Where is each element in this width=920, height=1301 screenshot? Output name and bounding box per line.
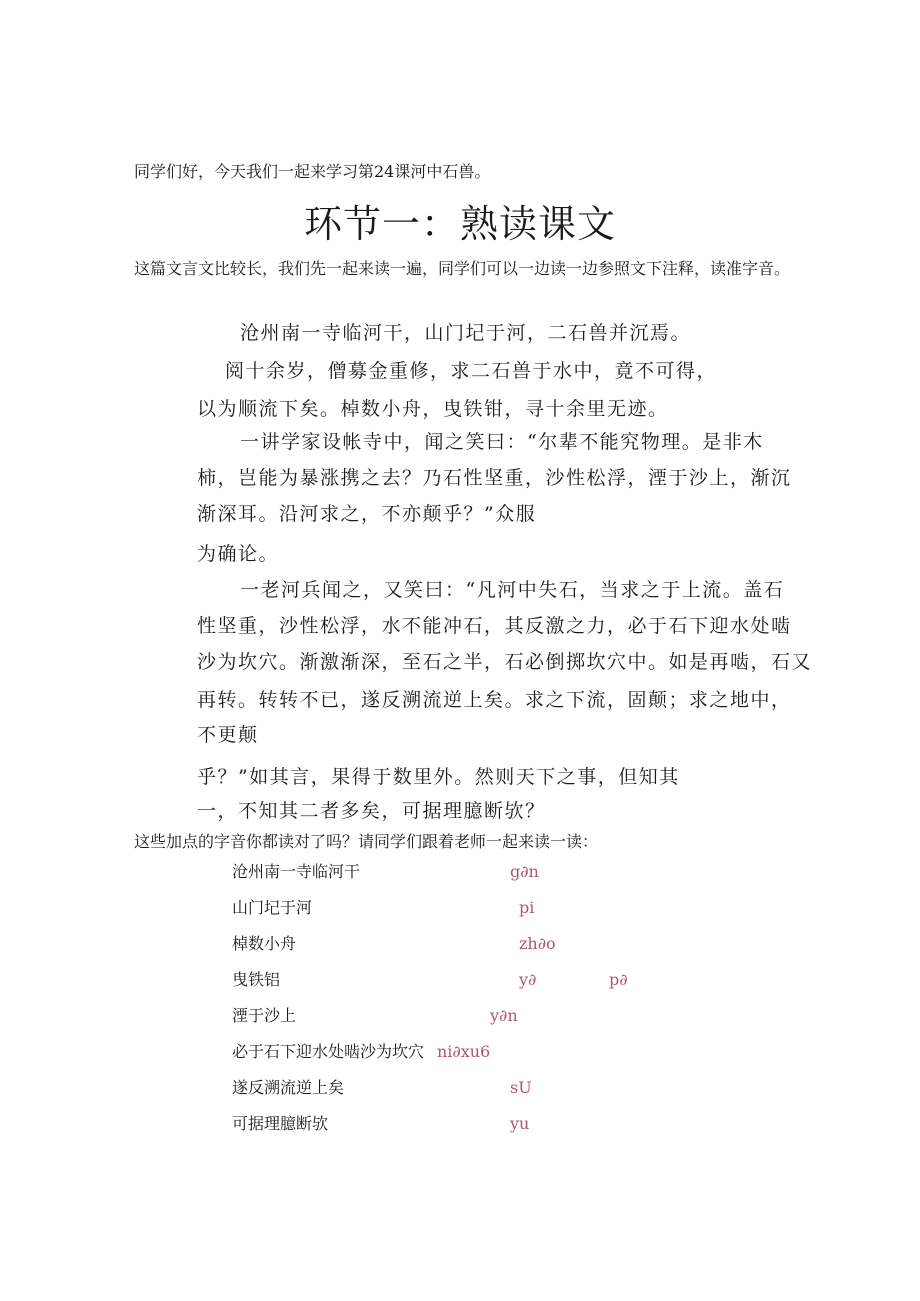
pinyin-label: sU — [510, 1078, 532, 1097]
instruction-text: 这篇文言文比较长，我们先一起来读一遍，同学们可以一边读一边参照文下注释，读准字音。 — [134, 259, 791, 278]
passage-line: 一老河兵闻之，又笑曰：“凡河中失石，当求之于上流。盖石 — [240, 579, 785, 601]
phrase-item: 山门圮于河 — [232, 898, 313, 917]
passage-line: 一，不知其二者多矣，可据理臆断欤？ — [197, 800, 546, 822]
passage-line: 沙为坎穴。渐激渐深，至石之半，石必倒掷坎穴中。如是再啮，石又 — [197, 651, 813, 673]
phrase-item: 沧州南一寺临河干 — [232, 862, 361, 881]
intro-text: 同学们好，今天我们一起来学习第24课河中石兽。 — [134, 162, 491, 181]
pronunciation-prompt: 这些加点的字音你都读对了吗？请同学们跟着老师一起来读一读： — [134, 832, 599, 851]
passage-line: 再转。转转不已，遂反溯流逆上矣。求之下流，固颠；求之地中， — [197, 689, 792, 711]
passage-line: 沧州南一寺临河干，山门圮于河，二石兽并沉焉。 — [240, 322, 692, 344]
pinyin-label: y∂ — [519, 970, 537, 989]
pinyin-label: yu — [510, 1114, 530, 1133]
phrase-item: 必于石下迎水处啮沙为坎穴 — [232, 1042, 425, 1061]
pinyin-label: zh∂o — [519, 934, 556, 953]
phrase-item: 棹数小舟 — [232, 934, 297, 953]
section-title: 环节一：熟读课文 — [303, 202, 616, 246]
passage-line: 柿，岂能为暴涨携之去？乃石性坚重，沙性松浮，湮于沙上，渐沉 — [197, 467, 792, 489]
phrase-item: 遂反溯流逆上矣 — [232, 1078, 345, 1097]
passage-line: 渐深耳。沿河求之，不亦颠乎？”众服 — [197, 503, 537, 525]
passage-line: 性坚重，沙性松浮，水不能冲石，其反激之力，必于石下迎水处啮 — [197, 615, 792, 637]
passage-line: 为确论。 — [197, 543, 280, 565]
pinyin-label: p∂ — [609, 970, 628, 989]
passage-line: 不更颠 — [197, 724, 259, 746]
pinyin-label: g∂n — [510, 862, 539, 881]
phrase-item: 湮于沙上 — [232, 1006, 297, 1025]
pinyin-label: pi — [519, 898, 535, 917]
phrase-item: 曳铁铝 — [232, 970, 281, 989]
pinyin-label: ni∂xu6 — [437, 1042, 491, 1061]
passage-line: 阅十余岁，僧募金重修，求二石兽于水中，竟不可得， — [225, 360, 718, 382]
passage-line: 乎？”如其言，果得于数里外。然则天下之事，但知其 — [197, 766, 680, 788]
pinyin-label: y∂n — [490, 1006, 518, 1025]
passage-line: 一讲学家设帐寺中，闻之笑曰：“尔辈不能究物理。是非木 — [240, 431, 764, 453]
phrase-item: 可据理臆断欤 — [232, 1114, 329, 1133]
passage-line: 以为顺流下矣。棹数小舟，曳铁钳，寻十余里无迹。 — [197, 398, 669, 420]
